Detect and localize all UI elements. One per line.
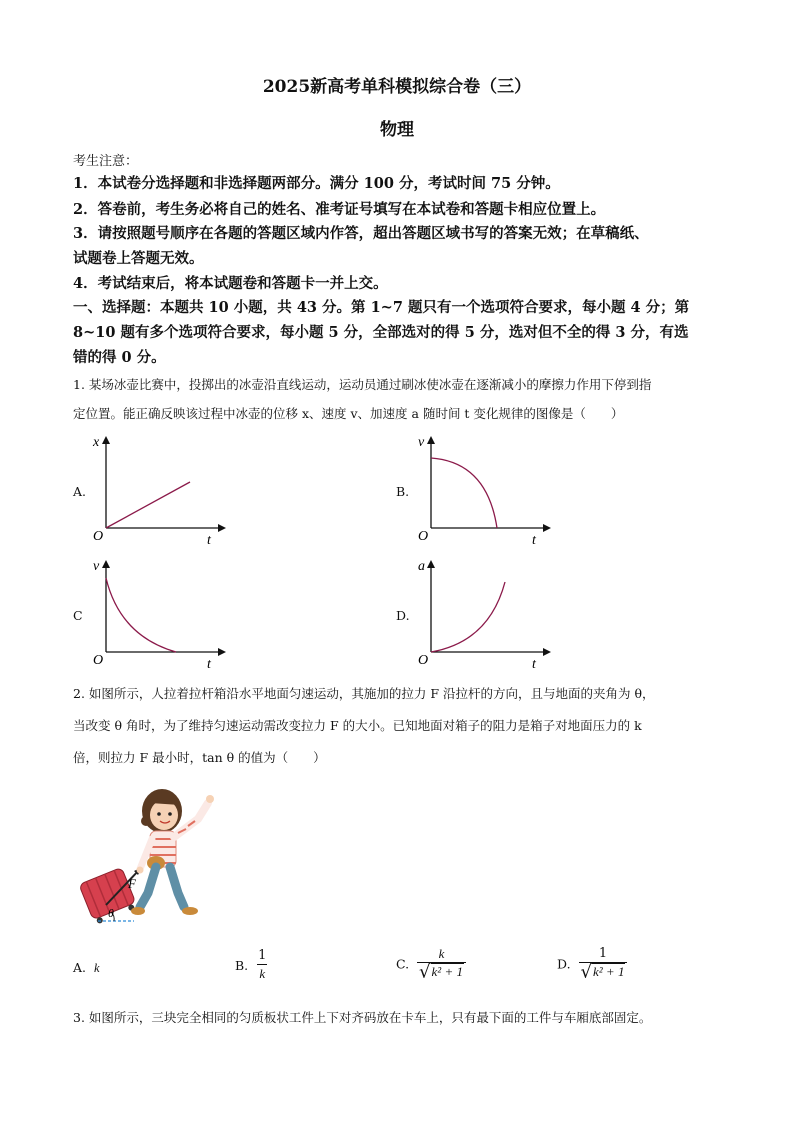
q2-text-line-3: 倍，则拉力 F 最小时，tan θ 的值为（ ） — [73, 750, 326, 765]
q2-option-d[interactable]: D. $\frac{1}{\text{√k² + 1}}$ — [557, 946, 627, 982]
section1-line-3: 错的得 0 分。 — [73, 349, 166, 366]
q1-c-curve — [106, 578, 176, 652]
q2-text-line-1: 2. 如图所示，人拉着拉杆箱沿水平地面匀速运动，其施加的拉力 F 沿拉杆的方向，且与地面的夹角为 θ， — [73, 686, 655, 701]
girl-figure-icon — [131, 789, 214, 915]
section1-line-2: 8~10 题有多个选项符合要求，每小题 5 分，全部选对的得 5 分，选对但不全的得 3 分，有选 — [73, 324, 689, 341]
svg-text:t: t — [532, 657, 536, 672]
svg-text:t: t — [207, 533, 211, 548]
q2-option-b-fraction: $\frac{1}{k}$ — [258, 948, 267, 981]
q1-option-b-graph — [415, 432, 555, 552]
exam-title: 2025新高考单科模拟综合卷（三） — [262, 77, 532, 97]
q1-option-d-label[interactable]: D. — [396, 608, 410, 623]
notice-item-3-cont: 试题卷上答题无效。 — [73, 250, 204, 267]
notice-item-1: 1．本试卷分选择题和非选择题两部分。满分 100 分，考试时间 75 分钟。 — [73, 175, 560, 192]
svg-text:t: t — [207, 657, 211, 672]
svg-text:F: F — [128, 876, 136, 891]
svg-text:t: t — [532, 533, 536, 548]
svg-text:x: x — [93, 435, 100, 450]
q1-d-curve — [431, 582, 505, 652]
q2-option-a[interactable]: A. k — [73, 960, 100, 975]
q1-text-line-2: 定位置。能正确反映该过程中冰壶的位移 x、速度 v、加速度 a 随时间 t 变化规律的图像是（ ） — [73, 406, 624, 421]
q1-option-a-label[interactable]: A. — [73, 484, 87, 499]
svg-text:a: a — [418, 559, 425, 574]
q1-a-curve — [106, 482, 190, 528]
q2-figure-girl-suitcase — [70, 783, 230, 933]
svg-text:O: O — [93, 529, 104, 544]
q2-option-c[interactable]: C. $\frac{k}{\text{√k² + 1}}$ — [396, 946, 466, 982]
svg-text:v: v — [418, 435, 425, 450]
svg-text:θ: θ — [108, 906, 114, 920]
notice-item-2: 2．答卷前，考生务必将自己的姓名、准考证号填写在本试卷和答题卡相应位置上。 — [73, 201, 606, 218]
svg-text:v: v — [93, 559, 100, 574]
q1-b-curve — [431, 458, 497, 528]
q2-option-b[interactable]: B. $\frac{1}{k}$ — [235, 948, 267, 981]
svg-text:O: O — [93, 653, 104, 668]
q2-text-line-2: 当改变 θ 角时，为了维持匀速运动需改变拉力 F 的大小。已知地面对箱子的阻力是箱子对地面压力的 k — [73, 718, 642, 733]
q1-option-d-graph — [415, 556, 555, 676]
q1-option-c-label[interactable]: C — [73, 608, 83, 623]
notice-item-4: 4．考试结束后，将本试题卷和答题卡一并上交。 — [73, 275, 388, 292]
q2-option-c-fraction: $\frac{k}{\text{√k² + 1}}$ — [417, 946, 466, 982]
q1-option-a-graph — [90, 432, 230, 552]
svg-text:O: O — [418, 653, 429, 668]
q1-text-line-1: 1. 某场冰壶比赛中，投掷出的冰壶沿直线运动，运动员通过刷冰使冰壶在逐渐减小的摩擦力作用下停到指 — [73, 377, 652, 392]
section1-line-1: 一、选择题：本题共 10 小题，共 43 分。第 1~7 题只有一个选项符合要求，每小题 4 分；第 — [73, 299, 690, 316]
svg-text:O: O — [418, 529, 429, 544]
q3-text-line-1: 3. 如图所示，三块完全相同的匀质板状工件上下对齐码放在卡车上，只有最下面的工件与车厢底部固定。 — [73, 1010, 652, 1025]
q1-option-b-label[interactable]: B. — [396, 484, 410, 499]
q2-option-d-fraction: $\frac{1}{\text{√k² + 1}}$ — [579, 946, 628, 982]
subject-title: 物理 — [380, 120, 414, 140]
notice-item-3: 3．请按照题号顺序在各题的答题区域内作答，超出答题区域书写的答案无效；在草稿纸、 — [73, 225, 649, 242]
q1-option-c-graph — [90, 556, 230, 676]
notice-heading: 考生注意： — [73, 154, 139, 169]
